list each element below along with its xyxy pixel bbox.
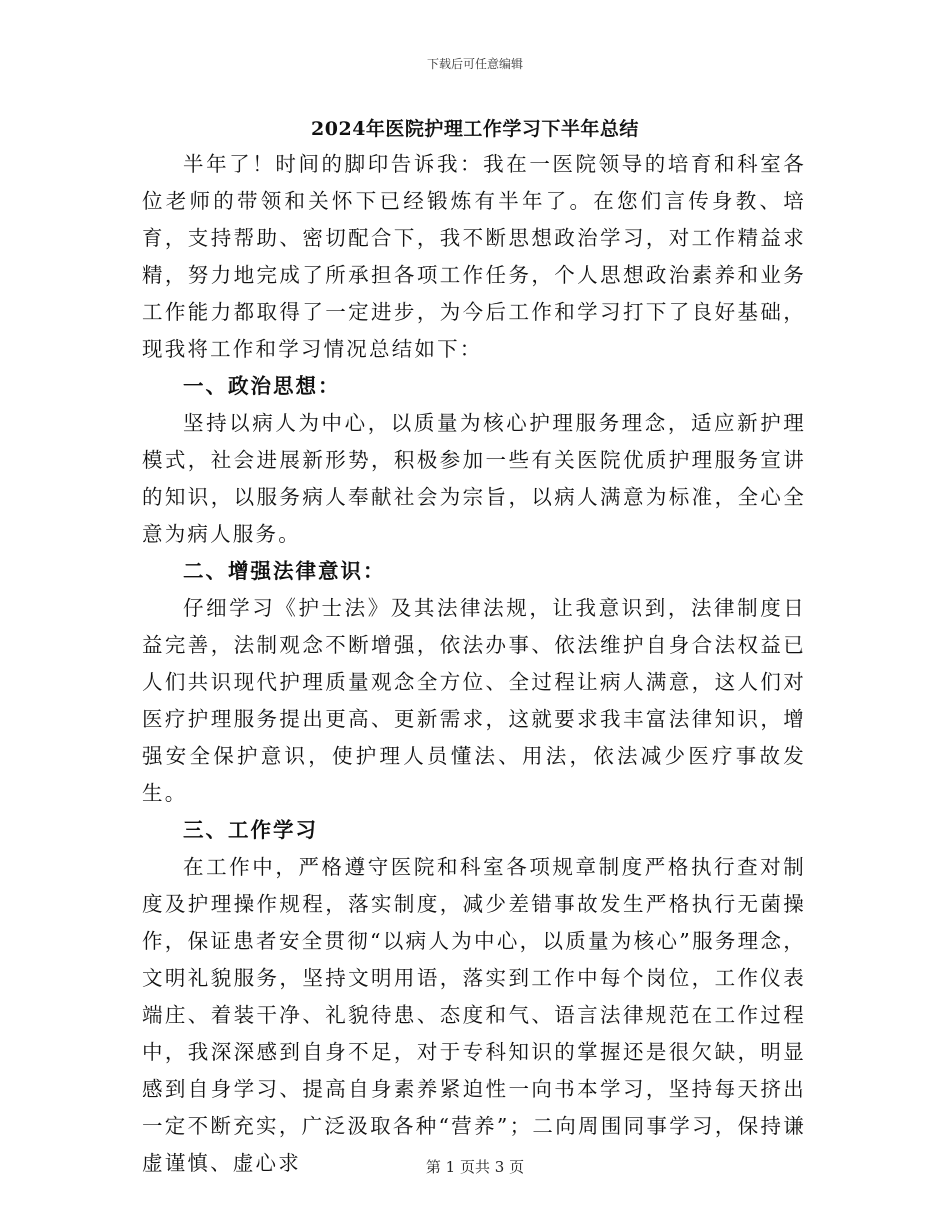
page-number-footer: 第 1 页共 3 页 <box>425 1158 525 1176</box>
intro-paragraph: 半年了！时间的脚印告诉我：我在一医院领导的培育和科室各位老师的带领和关怀下已经锻炼有半年了。在您们言传身教、培育，支持帮助、密切配合下，我不断思想政治学习，对工作精益求精，努力地完成了所承担各项工作任务，个人思想政治素养和业务工作能力都取得了一定进步，为今后工作和学习打下了良好基础，现我将工作和学习情况总结如下： <box>142 152 806 361</box>
document-body <box>142 146 806 1182</box>
section-heading-work-study: 三、工作学习 <box>183 818 318 842</box>
document-title: 2024年医院护理工作学习下半年总结 <box>311 118 639 140</box>
section-paragraph-politics: 坚持以病人为中心，以质量为核心护理服务理念，适应新护理模式，社会进展新形势，积极参加一些有关医院优质护理服务宣讲的知识，以服务病人奉献社会为宗旨，以病人满意为标准，全心全意为病人服务。 <box>142 411 806 546</box>
section-heading-politics: 一、政治思想： <box>183 374 341 398</box>
section-paragraph-work-study: 在工作中，严格遵守医院和科室各项规章制度严格执行查对制度及护理操作规程，落实制度，减少差错事故发生严格执行无菌操作，保证患者安全贯彻“以病人为中心，以质量为核心”服务理念，文明礼貌服务，坚持文明用语，落实到工作中每个岗位，工作仪表端庄、着装干净、礼貌待患、态度和气、语言法律规范在工作过程中，我深深感到自身不足，对于专科知识的掌握还是很欠缺，明显感到自身学习、提高自身素养紧迫性一向书本学习，坚持每天挤出一定不断充实，广泛汲取各种“营养”；二向周围同事学习，保持谦虚谨慎、虚心求 <box>142 855 806 1175</box>
header-note: 下载后可任意编辑 <box>426 57 523 71</box>
section-heading-law: 二、增强法律意识： <box>183 559 386 583</box>
section-paragraph-law: 仔细学习《护士法》及其法律法规，让我意识到，法律制度日益完善，法制观念不断增强，依法办事、依法维护自身合法权益已人们共识现代护理质量观念全方位、全过程让病人满意，这人们对医疗护理服务提出更高、更新需求，这就要求我丰富法律知识，增强安全保护意识，使护理人员懂法、用法，依法减少医疗事故发生。 <box>142 596 806 805</box>
